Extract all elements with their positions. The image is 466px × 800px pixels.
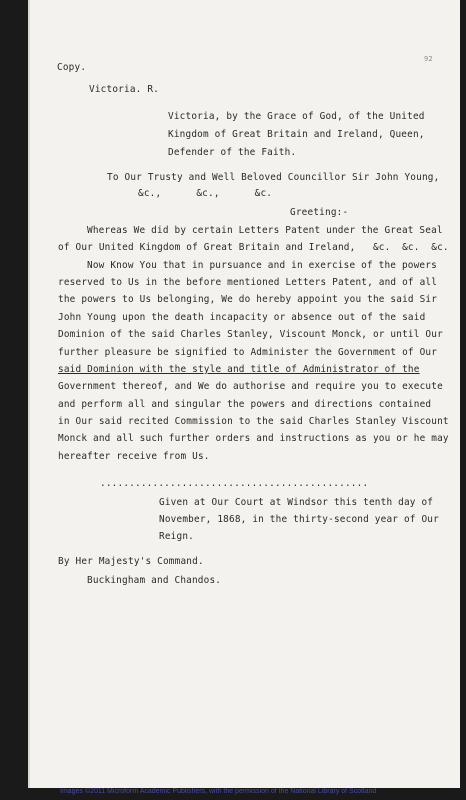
given-line: November, 1868, in the thirty-second year of Our xyxy=(159,514,439,525)
style-line: Victoria, by the Grace of God, of the United xyxy=(168,111,425,122)
style-line: Kingdom of Great Britain and Ireland, Queen, xyxy=(168,129,425,140)
signatory: Buckingham and Chandos. xyxy=(87,575,222,586)
document-page xyxy=(28,0,460,788)
body-line: further pleasure be signified to Administer the Government of Our xyxy=(58,347,438,358)
body-line: hereafter receive from Us. xyxy=(58,451,210,462)
greeting: Greeting:- xyxy=(290,207,349,218)
body-line: Now Know You that in pursuance and in exercise of the powers xyxy=(87,260,437,271)
address-line: To Our Trusty and Well Beloved Councillor Sir John Young, xyxy=(107,172,440,183)
body-line: Dominion of the said Charles Stanley, Viscount Monck, or until Our xyxy=(58,329,443,340)
given-line: Reign. xyxy=(159,531,194,542)
heading-copy: Copy. xyxy=(57,62,87,73)
body-line: of Our United Kingdom of Great Britain and Ireland, &c. &c. &c. xyxy=(58,242,449,253)
page-number: 92 xyxy=(424,55,433,63)
body-line: John Young upon the death incapacity or absence out of the said xyxy=(58,312,426,323)
style-line: Defender of the Faith. xyxy=(168,147,297,158)
given-line: Given at Our Court at Windsor this tenth day of xyxy=(159,497,434,508)
page-edge xyxy=(28,0,30,788)
body-line: Government thereof, and We do authorise and require you to execute xyxy=(58,381,443,392)
body-line: Whereas We did by certain Letters Patent under the Great Seal xyxy=(87,225,443,236)
body-line: said Dominion with the style and title of Administrator of the xyxy=(58,364,420,375)
heading-victoria: Victoria. R. xyxy=(89,84,159,95)
command-line: By Her Majesty's Command. xyxy=(58,556,204,567)
body-line: in Our said recited Commission to the said Charles Stanley Viscount xyxy=(58,416,449,427)
address-line: &c., &c., &c. xyxy=(138,188,273,199)
footer-credit: Images ©2011 Microform Academic Publishers, with the permission of the National Library of Scotland xyxy=(60,788,377,795)
body-line: the powers to Us belonging, We do hereby appoint you the said Sir xyxy=(58,294,438,305)
body-line: reserved to Us in the before mentioned Letters Patent, and of all xyxy=(58,277,438,288)
dotted-separator: .............................................. xyxy=(100,478,369,489)
body-line: and perform all and singular the powers and directions contained xyxy=(58,399,432,410)
body-line: Monck and all such further orders and instructions as you or he may xyxy=(58,433,449,444)
